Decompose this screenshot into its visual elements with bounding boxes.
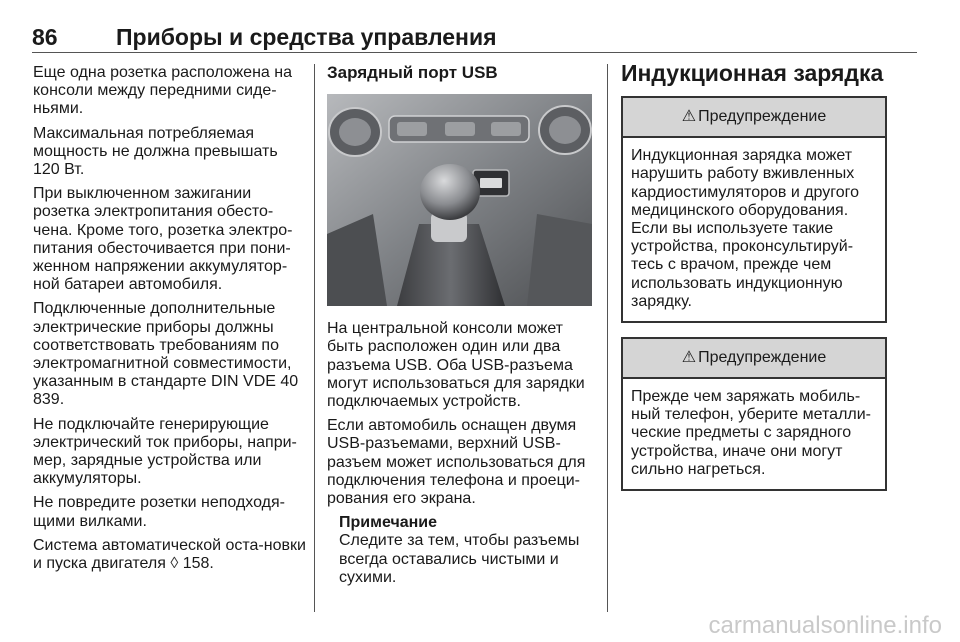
column-divider (607, 64, 608, 612)
warning-text: Индукционная зарядка может нарушить работу вживленных кардиостимуляторов и другого медицинского оборудования. Если вы используете такие устройства, проконсультируй-тесь с врачом, прежде чем использовать индукционную зарядку. (631, 147, 860, 310)
usb-port-console-photo (327, 94, 592, 306)
header-divider (32, 52, 917, 53)
note-text: Следите за тем, чтобы разъемы всегда оставались чистыми и сухими. (339, 532, 580, 586)
paragraph: Максимальная потребляемая мощность не должна превышать 120 Вт. (33, 124, 278, 179)
warning-triangle-icon: ⚠ (681, 348, 697, 366)
warning-header (623, 98, 885, 138)
paragraph: Еще одна розетка расположена на консоли между передними сиде-ньями. (33, 64, 292, 118)
watermark: carmanualsonline.info (708, 612, 942, 639)
paragraph: При выключенном зажигании розетка электропитания обесто-чена. Кроме того, розетка электро-питания обесточивается при пони-женном напряжении аккумулятор-ной батареи автомобиля. (33, 185, 293, 294)
paragraph: Не повредите розетки неподходя-щими вилками. (33, 494, 285, 530)
paragraph: Если автомобиль оснащен двумя USB-разъемами, верхний USB-разъем может использоваться для подключения телефона и проеци-рования его экрана. (327, 417, 586, 508)
column-divider (314, 64, 315, 612)
reference-page-link[interactable]: 158. (182, 555, 214, 573)
note-title: Примечание (339, 514, 438, 532)
warning-text: Прежде чем заряжать мобиль-ный телефон, уберите металли-ческие предметы с зарядного устройства, иначе они могут сильно нагреться. (631, 388, 871, 478)
console-illustration (327, 94, 592, 306)
column-right (621, 60, 889, 505)
warning-box (621, 337, 887, 491)
warning-header (623, 339, 885, 379)
column-left (33, 64, 308, 579)
page-title: Приборы и средства управления (116, 24, 497, 50)
paragraph-text: Система автоматической оста-новки и пуска двигателя (33, 536, 306, 573)
page-number: 86 (32, 24, 58, 50)
section-subheading: Зарядный порт USB (327, 63, 498, 82)
page-header (32, 24, 918, 54)
paragraph: На центральной консоли может быть расположен один или два разъема USB. Оба USB-разъема могут использоваться для зарядки подключаемых устройств. (327, 320, 585, 411)
column-middle (327, 64, 595, 587)
paragraph: Не подключайте генерирующие электрический ток приборы, напри-мер, зарядные устройства или аккумуляторы. (33, 415, 297, 488)
warning-box (621, 96, 887, 323)
warning-triangle-icon: ⚠ (681, 108, 697, 126)
paragraph: Подключенные дополнительные электрические приборы должны соответствовать требованиям по электромагнитной совместимости, указанным в стандарте DIN VDE 40 839. (33, 300, 299, 409)
note-block (339, 514, 595, 587)
warning-title: Предупреждение (698, 108, 827, 126)
warning-title: Предупреждение (698, 348, 827, 366)
arrow-reference-icon: ◊ (170, 555, 179, 573)
section-heading: Индукционная зарядка (621, 60, 884, 86)
paragraph-with-reference (33, 537, 308, 573)
